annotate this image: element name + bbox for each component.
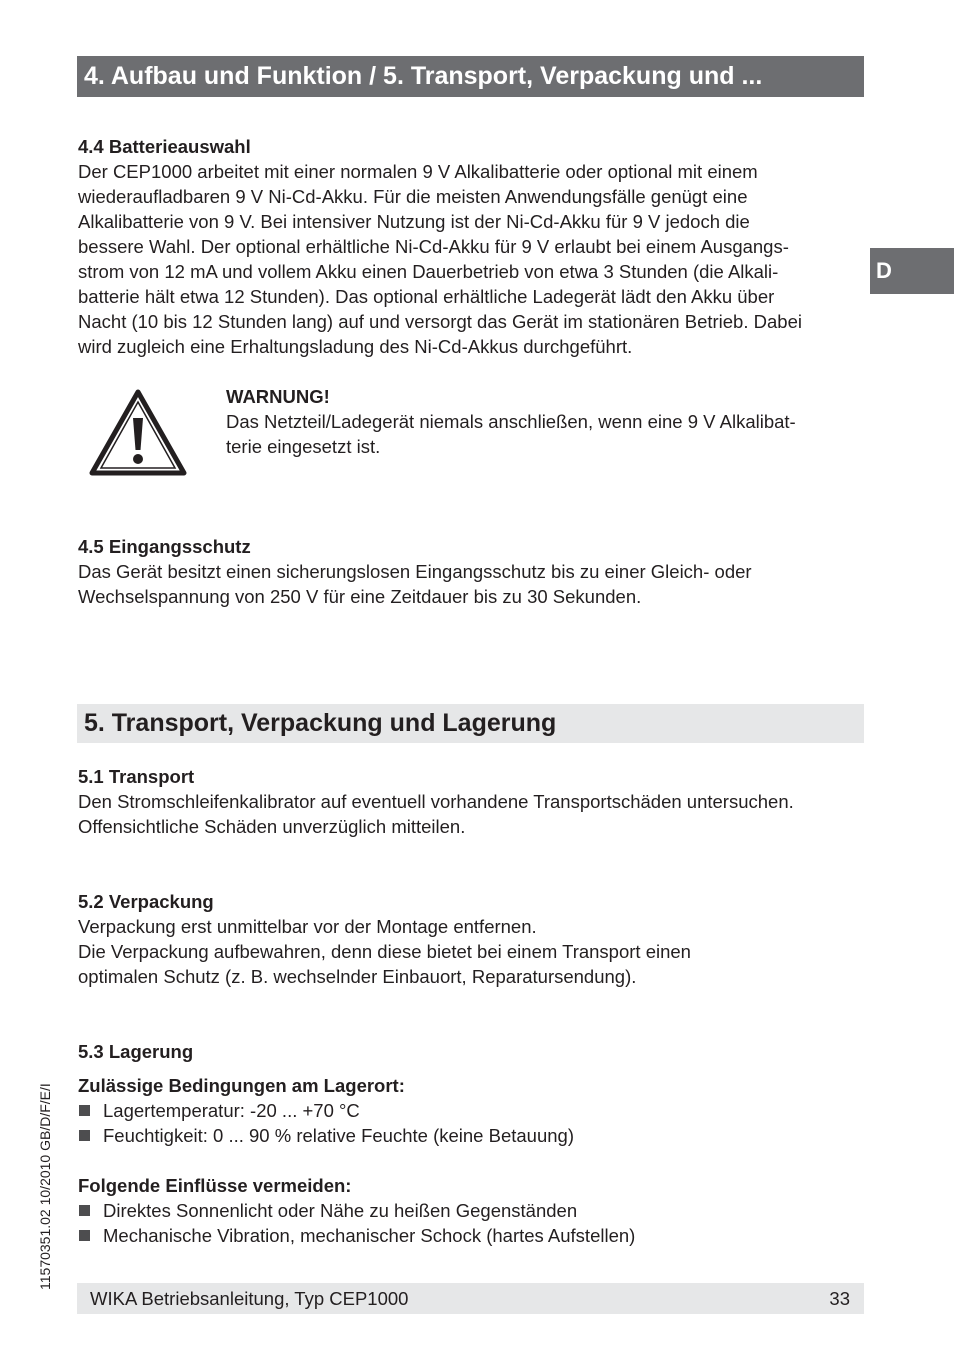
section-text: Der CEP1000 arbeitet mit einer normalen 9 V Alkalibatterie oder optional mit einem wiederaufladbaren 9 V Ni-Cd-Akku. Für die meisten Anwendungsfälle genügt eine Alkalibatterie von 9 V. Bei intensiver Nutzung ist der Ni-Cd-Akku für 9 V jedoch die bessere Wahl. Der optional erhältliche Ni-Cd-Akku für 9 V erlaubt bei einem Ausgangs- strom von 12 mA und vollem Akku einen Dauerbetrieb von etwa 3 Stunden (die Alkali- batterie hält etwa 12 Stunden). Das optional erhältliche Ladegerät lädt den Akku über Nacht (10 bis 12 Stunden lang) auf und versorgt das Gerät im stationären Betrieb. Dabei wird zugleich eine Erhaltungsladung des Ni-Cd-Akkus durchgeführt.	[78, 161, 802, 357]
warning-text: Das Netzteil/Ladegerät niemals anschließen, wenn eine 9 V Alkalibat- terie eingesetzt ist.	[226, 411, 796, 457]
footer-bar	[77, 1283, 864, 1314]
conditions-title: Zulässige Bedingungen am Lagerort:	[78, 1075, 405, 1096]
section-5-heading: 5. Transport, Verpackung und Lagerung	[77, 704, 864, 743]
conditions-list	[78, 1098, 868, 1148]
warning-block	[226, 384, 858, 459]
list-item: Direktes Sonnenlicht oder Nähe zu heißen Gegenständen	[78, 1198, 868, 1223]
chapter-header-bar: 4. Aufbau und Funktion / 5. Transport, Verpackung und ...	[77, 56, 864, 97]
section-4-5	[78, 534, 868, 609]
section-title: 5.1 Transport	[78, 766, 195, 787]
section-5-1	[78, 764, 868, 839]
section-text: Verpackung erst unmittelbar vor der Montage entfernen. Die Verpackung aufbewahren, denn diese bietet bei einem Transport einen optimalen Schutz (z. B. wechselnder Einbauort, Reparatursendung).	[78, 916, 691, 987]
footer-text: WIKA Betriebsanleitung, Typ CEP1000	[90, 1288, 409, 1309]
section-text: Den Stromschleifenkalibrator auf eventuell vorhandene Transportschäden untersuchen. Offensichtliche Schäden unverzüglich mitteilen.	[78, 791, 794, 837]
warning-triangle-icon	[89, 388, 187, 476]
section-title: 5.2 Verpackung	[78, 891, 214, 912]
section-5-2	[78, 889, 868, 989]
section-text: Das Gerät besitzt einen sicherungslosen Eingangsschutz bis zu einer Gleich- oder Wechselspannung von 250 V für eine Zeitdauer bis zu 30 Sekunden.	[78, 561, 752, 607]
list-item: Lagertemperatur: -20 ... +70 °C	[78, 1098, 868, 1123]
list-item: Mechanische Vibration, mechanischer Schock (hartes Aufstellen)	[78, 1223, 868, 1248]
document-code: 11570351.02 10/2010 GB/D/F/E/I	[37, 1083, 53, 1290]
section-title: 5.3 Lagerung	[78, 1041, 194, 1062]
language-tab: D	[870, 248, 954, 294]
section-title: 4.4 Batterieauswahl	[78, 136, 251, 157]
avoid-list	[78, 1198, 868, 1248]
avoid-title: Folgende Einflüsse vermeiden:	[78, 1175, 352, 1196]
section-5-3	[78, 1039, 868, 1248]
section-title: 4.5 Eingangsschutz	[78, 536, 251, 557]
section-4-4	[78, 134, 868, 359]
list-item: Feuchtigkeit: 0 ... 90 % relative Feuchte (keine Betauung)	[78, 1123, 868, 1148]
warning-title: WARNUNG!	[226, 386, 330, 407]
page-number: 33	[829, 1288, 850, 1309]
